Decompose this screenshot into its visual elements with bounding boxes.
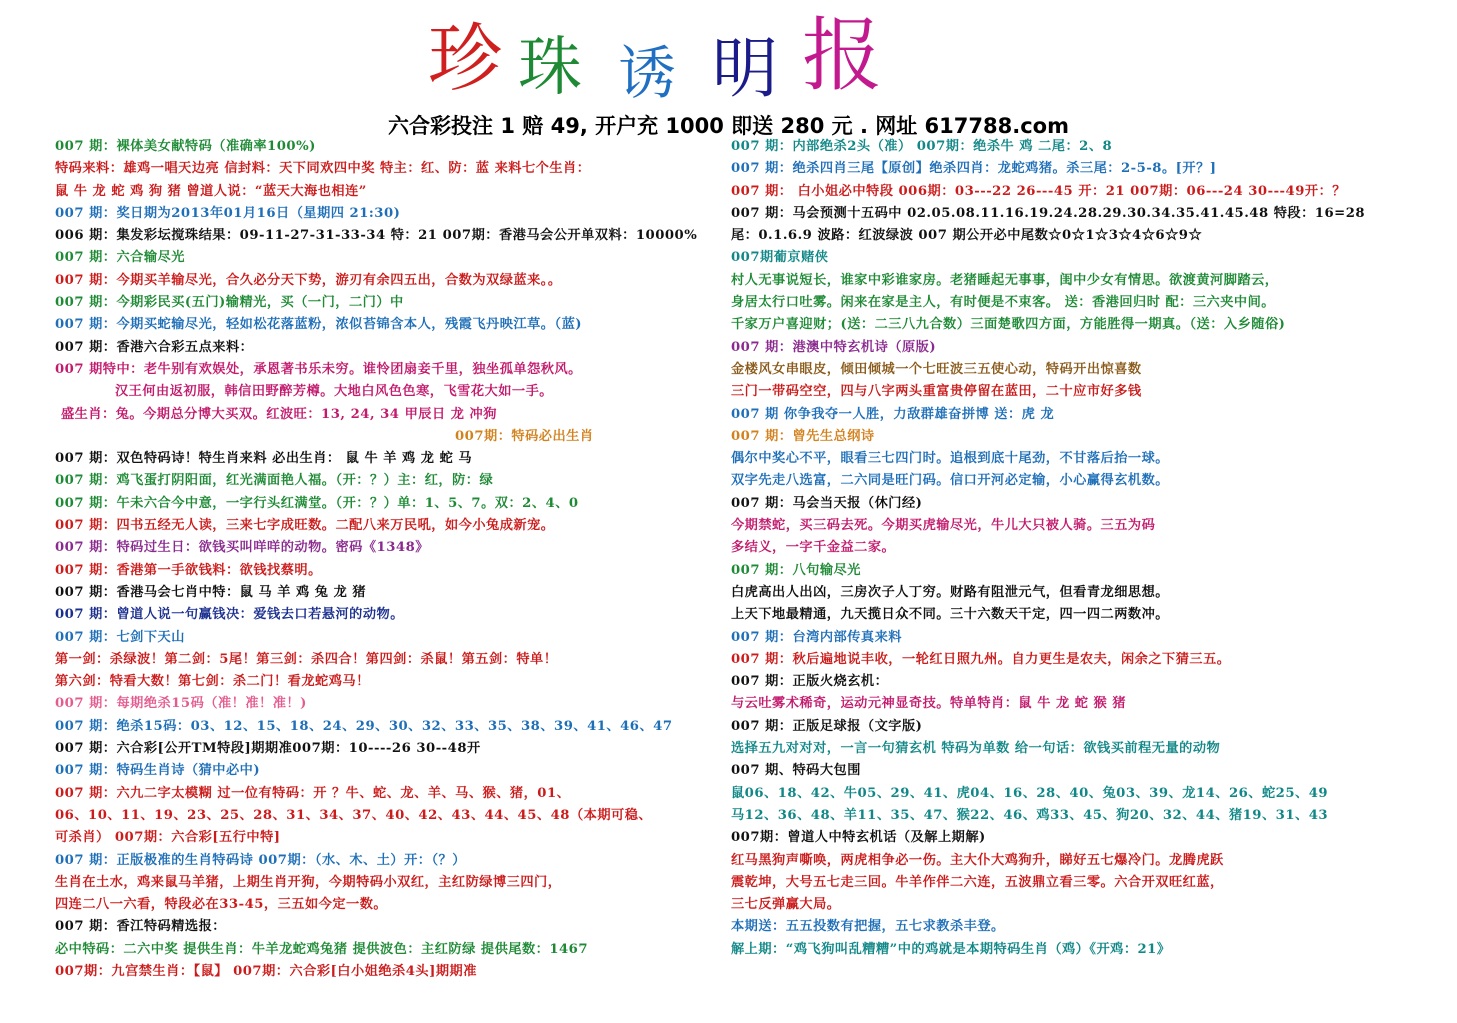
- left-line: 007 期：奖日期为2013年01月16日（星期四 21:30): [55, 205, 401, 221]
- masthead-char-5: 报: [802, 9, 882, 102]
- left-line: 007 期：曾道人说一句赢钱决：爱钱去口若悬河的动物。: [55, 607, 404, 623]
- right-line: 007 期：马会预测十五码中 02.05.08.11.16.19.24.28.29.30.34.35.41.45.48 特段：16=28: [731, 205, 1366, 221]
- right-line: 007期葡京赌侠: [731, 250, 829, 266]
- left-line: 007 期：今期彩民买(五门)输精光，买（一门，二门）中: [55, 295, 404, 311]
- left-line: 第一剑：杀绿波！第二剑：5尾！第三剑：杀四合！第四剑：杀鼠！第五剑：特单！: [55, 651, 558, 667]
- right-line: 千家万户喜迎财；(送：二三八九合数）三面楚歌四方面，方能胜得一期真。（送：入乡随俗): [731, 317, 1286, 333]
- left-line: 007 期：今期买蛇输尽光，轻如松花落蓝粉，浓似苔锦含本人，残霞飞丹映江草。（蓝): [55, 317, 583, 333]
- left-line: 007 期：香港第一手欲钱料：欲钱找蔡明。: [55, 562, 322, 578]
- left-column: [55, 136, 735, 983]
- left-line: 007 期：四书五经无人读，三来七字成旺数。二配八来万民吼，如今小兔成新宠。: [55, 518, 555, 534]
- right-line: 三门一带码空空，四与八字两头重富贵停留在蓝田，二十应市好多钱: [731, 384, 1142, 400]
- masthead-char-4: 明: [712, 30, 778, 107]
- right-line: 马12、36、48、羊11、35、47、猴22、46、鸡33、45、狗20、32、44、猪19、31、43: [731, 807, 1329, 823]
- right-line: 007 期：正版火烧玄机：: [731, 674, 889, 690]
- left-line: 007期：九宫禁生肖：【鼠】 007期：六合彩[白小姐绝杀4头]期期准: [55, 963, 477, 979]
- left-line: 007 期：六合输尽光: [55, 250, 185, 266]
- right-line: 007 期：绝杀四肖三尾【原创】绝杀四肖：龙蛇鸡猪。杀三尾：2-5-8。[开？]: [731, 161, 1217, 177]
- right-line: 偶尔中奖心不平，眼看三七四门时。追根到底十尾劲，不甘落后抬一球。: [731, 451, 1169, 467]
- left-line: 007 期：正版极准的生肖特码诗 007期：（水、木、土）开：（？）: [55, 852, 466, 868]
- right-line: 007 期：港澳中特玄机诗（原版): [731, 339, 937, 355]
- right-line: 震乾坤，大号五七走三回。牛羊作伴二六连，五波鼎立看三零。六合开双旺红蓝，: [731, 874, 1224, 890]
- left-line: 第六剑：特看大数！第七剑：杀二门！看龙蛇鸡马！: [55, 674, 370, 690]
- right-line: 红马黑狗声嘶唤，两虎相争必一伤。主大仆大鸡狗升，睇好五七爆冷门。龙腾虎跃: [731, 852, 1224, 868]
- right-line: 007 期：内部绝杀2头（准） 007期：绝杀牛 鸡 二尾：2、8: [731, 139, 1113, 154]
- right-line: 本期送：五五投数有把握，五七求教杀丰登。: [731, 919, 1005, 935]
- left-line: 007 期：七剑下天山: [55, 629, 185, 645]
- left-line: 06、10、11、19、23、25、28、31、34、37、40、42、43、44、45、48（本期可稳、: [55, 807, 653, 823]
- left-line: 生肖在土水，鸡来鼠马羊猪，上期生肖开狗，今期特码小双红，主红防绿博三四门，: [55, 874, 562, 890]
- right-line: 与云吐雾术稀奇，运动元神显奇技。特单特肖：鼠 牛 龙 蛇 猴 猪: [731, 696, 1127, 712]
- right-line: 多结义，一字千金益二家。: [731, 540, 896, 556]
- left-line: 盛生肖：兔。今期总分博大买双。红波旺：13, 24, 34 甲辰日 龙 冲狗: [61, 406, 497, 422]
- right-line: 007 期： 白小姐必中特段 006期：03---22 26---45 开：21 007期：06---24 30---49开：？: [731, 183, 1346, 199]
- left-line: 007 期：六九二字太模糊 过一位有特码：开 ？牛、蛇、龙、羊、马、猴、猪，01、: [55, 785, 571, 801]
- left-line: 必中特码：二六中奖 提供生肖：牛羊龙蛇鸡兔猪 提供波色：主红防绿 提供尾数：1467: [55, 941, 589, 957]
- right-line: 解上期：“鸡飞狗叫乱糟糟”中的鸡就是本期特码生肖（鸡）《开鸡：21》: [731, 941, 1171, 957]
- right-line: 双字先走八选富，二六同是旺门码。信口开河必定输，小心赢得玄机数。: [731, 473, 1169, 489]
- right-line: 007期：曾道人中特玄机话（及解上期解): [731, 830, 986, 846]
- left-line: 可杀肖） 007期：六合彩[五行中特]: [55, 830, 281, 846]
- left-line: 007 期：每期绝杀15码（准！准！准！): [55, 696, 307, 712]
- right-line: 尾：0.1.6.9 波路：红波绿波 007 期公开必中尾数☆0☆1☆3☆4☆6☆9☆: [731, 228, 1203, 244]
- right-line: 007 期：正版足球报（文字版): [731, 718, 923, 734]
- masthead-subtitle: 六合彩投注 1 赔 49, 开户充 1000 即送 280 元 . 网址 617788.com: [388, 114, 1069, 138]
- left-line: 007 期：鸡飞蛋打阴阳面，红光满面艳人福。（开：？）主：红，防：绿: [55, 473, 494, 489]
- right-column: [731, 136, 1411, 961]
- right-line: 007 期、特码大包围: [731, 763, 861, 779]
- left-line: 007 期：绝杀15码：03、12、15、18、24、29、30、32、33、35、38、39、41、46、47: [55, 718, 673, 734]
- left-line: 四连二八一六看，特段必在33-45，三五如今定一数。: [55, 897, 388, 913]
- left-line: 007 期：香江特码精选报：: [55, 919, 226, 935]
- left-line: 007 期：裸体美女献特码（准确率100%): [55, 139, 316, 154]
- right-line: 金楼风女串眼皮，倾田倾城一个七旺波三五使心动，特码开出惊喜数: [731, 361, 1142, 377]
- masthead-char-1: 珍: [428, 16, 502, 102]
- left-line: 007 期：香港马会七肖中特：鼠 马 羊 鸡 兔 龙 猪: [55, 584, 367, 600]
- left-line: 007 期：午未六合今中意，一字行头红满堂。（开：？）单：1、5、7。双：2、4、0: [55, 495, 579, 511]
- left-line: 汉王何由返初服，韩信田野醉芳樽。大地白风色色寒，飞雪花大如一手。: [115, 384, 553, 400]
- right-line: 鼠06、18、42、牛05、29、41、虎04、16、28、40、兔03、39、龙14、26、蛇25、49: [731, 785, 1329, 801]
- right-line: 007 期：秋后遍地说丰收，一轮红日照九州。自力更生是农夫，闲余之下猜三五。: [731, 651, 1231, 667]
- left-line: 007 期：双色特码诗！特生肖来料 必出生肖： 鼠 牛 羊 鸡 龙 蛇 马: [55, 451, 473, 467]
- right-line: 007 期：八句输尽光: [731, 562, 861, 578]
- right-line: 007 期：马会当天报（休门经): [731, 495, 923, 511]
- right-line: 三七反弹赢大局。: [731, 897, 841, 913]
- left-line: 007 期：今期买羊输尽光，合久必分天下势，游刃有余四五出，合数为双绿蓝来。。: [55, 272, 562, 288]
- left-line: 007 期特中：老牛别有欢娱处，承恩著书乐未穷。谁怜团扇妾千里，独坐孤单怨秋风。: [55, 361, 582, 377]
- masthead-char-2: 珠: [518, 31, 582, 105]
- right-line: 007 期：曾先生总纲诗: [731, 428, 875, 444]
- masthead-char-3: 诱: [618, 39, 677, 107]
- right-line: 上天下地最精通，九天揽日众不同。三十六数天干定，四一四二两数冲。: [731, 607, 1169, 623]
- left-line: 特码来料：雄鸡一唱天边亮 信封料：天下同欢四中奖 特主：红、防：蓝 来料七个生肖：: [55, 161, 591, 177]
- left-line: 007期：特码必出生肖: [455, 428, 594, 444]
- right-line: 007 期 你争我夺一人胜，力敌群雄奋拼博 送：虎 龙: [731, 406, 1055, 422]
- masthead: [0, 0, 1457, 138]
- right-line: 村人无事说短长，谁家中彩谁家房。老猪睡起无事事，闺中少女有情思。欲渡黄河脚踏云，: [731, 272, 1279, 288]
- right-line: 今期禁蛇，买三码去死。今期买虎输尽光，牛儿大只被人骑。三五为码: [731, 518, 1156, 534]
- right-line: 白虎高出人出凶，三房次子人丁穷。财路有阻泄元气，但看青龙细思想。: [731, 584, 1169, 600]
- right-line: 身居太行口吐雾。闲来在家是主人，有时便是不束客。 送：香港回归时 配：三六夹中间。: [731, 295, 1275, 311]
- right-line: 007 期：台湾内部传真来料: [731, 629, 902, 645]
- left-line: 鼠 牛 龙 蛇 鸡 狗 猪 曾道人说：“蓝天大海也相连”: [55, 183, 367, 199]
- left-line: 007 期：香港六合彩五点来料：: [55, 339, 254, 355]
- left-line: 006 期：集发彩坛搅珠结果：09-11-27-31-33-34 特：21 007期：香港马会公开单双料：10000%: [55, 228, 698, 244]
- left-line: 007 期：特码过生日：欲钱买叫咩咩的动物。密码《1348》: [55, 540, 429, 556]
- left-line: 007 期：六合彩[公开TM特段]期期准007期：10----26 30--48开: [55, 741, 481, 757]
- right-line: 选择五九对对对，一言一句猜玄机 特码为单数 给一句话：欲钱买前程无量的动物: [731, 741, 1221, 757]
- left-line: 007 期：特码生肖诗（猜中必中): [55, 763, 261, 779]
